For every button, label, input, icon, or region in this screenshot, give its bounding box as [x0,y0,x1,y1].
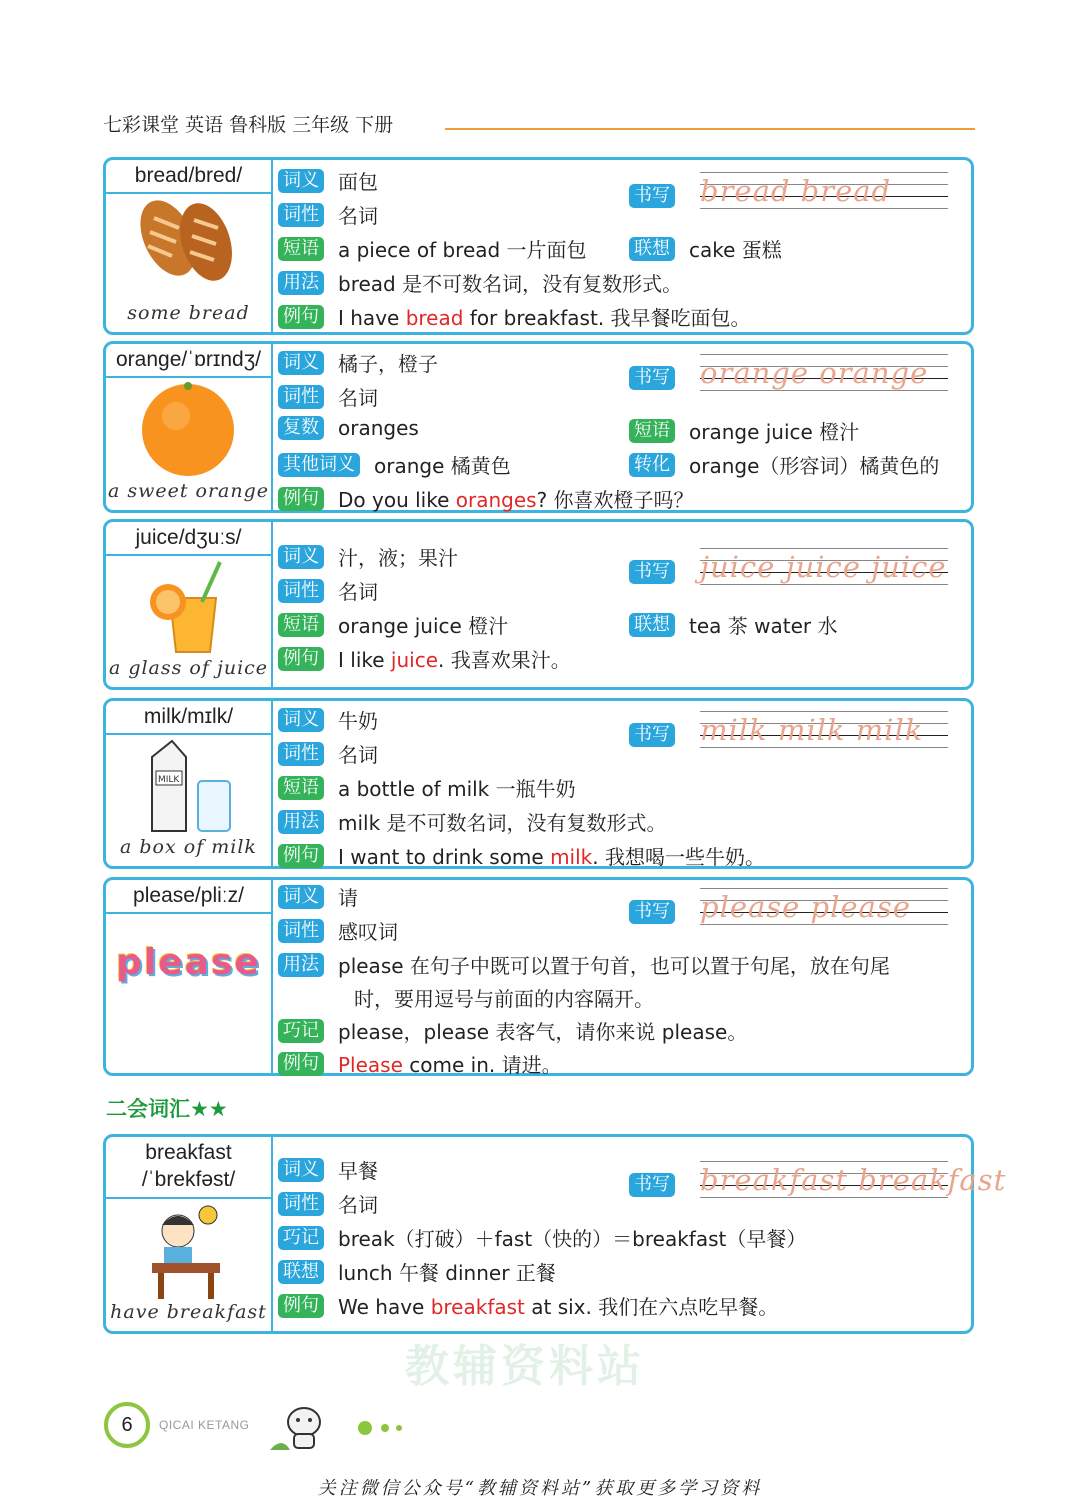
writing-sample: bread bread [700,174,892,208]
writing-lines [700,548,948,588]
please-art-image [106,942,271,983]
highlight-word: bread [405,306,464,330]
usage-text: please 在句子中既可以置于句首，也可以置于句尾，放在句尾 [338,954,890,978]
page-dots-icon [357,1418,407,1438]
word-card-breakfast [103,1134,1007,1334]
tag-example: 例句 [278,1294,324,1318]
page-header [103,110,975,134]
breakfast-image [106,1203,271,1301]
tag-example: 例句 [278,1052,324,1076]
writing-sample: breakfast breakfast [700,1163,1007,1197]
highlight-word: milk [550,845,593,869]
meaning-text: 请 [338,886,358,910]
usage-text: milk 是不可数名词，没有复数形式。 [338,811,667,835]
tag-pos: 词性 [278,385,324,409]
writing-lines [700,172,948,212]
conversion-text: orange（形容词）橘黄色的 [689,454,940,478]
page-number: 6 [104,1402,150,1448]
tag-pos: 词性 [278,203,324,227]
example-sentence: We have breakfast at six. 我们在六点吃早餐。 [338,1295,779,1319]
tag-meaning: 词义 [278,885,324,909]
tag-phrase: 短语 [278,237,324,261]
header-title: 七彩课堂 英语 鲁科版 三年级 下册 [103,114,394,136]
writing-lines [700,1161,1007,1201]
bread-image [106,198,271,283]
word-panel [106,160,273,332]
mascot-icon [268,1398,334,1454]
word-caption: some bread [127,302,250,324]
tag-write: 书写 [629,723,675,747]
tag-example: 例句 [278,487,324,511]
word-caption: a box of milk [120,836,257,858]
tag-write: 书写 [629,1173,675,1197]
example-sentence: I want to drink some milk. 我想喝一些牛奶。 [338,845,765,869]
watermark-text: 教辅资料站 [405,1341,645,1392]
tag-association: 联想 [629,613,675,637]
tag-mnemonic: 巧记 [278,1019,324,1043]
highlight-word: juice [390,648,438,672]
tag-meaning: 词义 [278,1158,324,1182]
usage-text-cont: 时，要用逗号与前面的内容隔开。 [354,987,654,1011]
writing-sample: please please [700,890,911,924]
tag-write: 书写 [629,560,675,584]
word-panel [106,522,273,687]
tag-meaning: 词义 [278,708,324,732]
word-card-juice [103,519,974,690]
word-panel [106,880,273,1073]
writing-lines [700,711,948,751]
word-panel [106,701,273,866]
word-caption: a sweet orange [107,480,270,502]
word-heading: please/pliːz/ [106,882,271,914]
tag-example: 例句 [278,647,324,671]
svg-text:MILK: MILK [158,775,180,785]
word-card-please [103,877,974,1076]
tag-association: 联想 [629,237,675,261]
word-heading: bread/bred/ [106,162,271,194]
word-card-bread [103,157,974,335]
juice-image [106,558,271,654]
word-panel [106,1137,273,1331]
highlight-word: Please [338,1053,403,1077]
tag-phrase: 短语 [278,776,324,800]
association-text: lunch 午餐 dinner 正餐 [338,1261,556,1285]
meaning-text: 橘子，橙子 [338,352,438,376]
association-text: cake 蛋糕 [689,238,782,262]
phrase-text: a piece of bread 一片面包 [338,238,587,262]
highlight-word: oranges [455,488,537,512]
pos-text: 名词 [338,204,378,228]
tag-write: 书写 [629,184,675,208]
pos-text: 名词 [338,1193,378,1217]
example-sentence: I have bread for breakfast. 我早餐吃面包。 [338,306,751,330]
tag-pos: 词性 [278,1192,324,1216]
word-card-milk [103,698,974,869]
highlight-word: breakfast [430,1295,525,1319]
association-text: tea 茶 water 水 [689,614,838,638]
word-card-orange [103,341,974,513]
tag-phrase: 短语 [629,419,675,443]
tag-other-meaning: 其他词义 [278,453,360,477]
please-art-text: please [116,942,261,983]
tag-usage: 用法 [278,271,324,295]
tag-example: 例句 [278,305,324,329]
writing-sample: juice juice juice [700,550,947,584]
example-sentence: Do you like oranges? 你喜欢橙子吗？ [338,488,694,512]
header-rule [445,128,975,130]
writing-lines [700,354,948,394]
milk-image [106,737,271,833]
tag-meaning: 词义 [278,169,324,193]
writing-sample: milk milk milk [700,713,924,747]
pos-text: 名词 [338,580,378,604]
word-heading: juice/dʒuːs/ [106,524,271,556]
usage-text: bread 是不可数名词，没有复数形式。 [338,272,683,296]
bottom-note: 关注微信公众号“教辅资料站”获取更多学习资料 [317,1478,763,1499]
tag-meaning: 词义 [278,351,324,375]
meaning-text: 早餐 [338,1159,378,1183]
word-caption: a glass of juice [108,657,269,679]
plural-text: oranges [338,416,419,440]
meaning-text: 面包 [338,170,378,194]
meaning-text: 汁，液；果汁 [338,546,458,570]
footer-brand: QICAI KETANG [159,1418,250,1432]
example-sentence: I like juice. 我喜欢果汁。 [338,648,571,672]
mnemonic-text: break（打破）＋fast（快的）＝breakfast（早餐） [338,1227,807,1251]
tag-conversion: 转化 [629,453,675,477]
phrase-text: a bottle of milk 一瓶牛奶 [338,777,576,801]
tag-write: 书写 [629,900,675,924]
pos-text: 名词 [338,743,378,767]
tag-pos: 词性 [278,919,324,943]
tag-meaning: 词义 [278,545,324,569]
tag-usage: 用法 [278,953,324,977]
writing-lines [700,888,948,928]
phrase-text: orange juice 橙汁 [338,614,509,638]
orange-image [106,378,271,476]
writing-sample: orange orange [700,356,929,390]
pos-text: 感叹词 [338,920,398,944]
meaning-text: 牛奶 [338,709,378,733]
word-heading: orange/ˈɒrɪndʒ/ [106,346,271,378]
word-panel [106,344,273,510]
example-sentence: Please come in. 请进。 [338,1053,562,1077]
word-caption: have breakfast [110,1301,267,1323]
word-heading: breakfast /ˈbrekfəst/ [106,1139,271,1199]
tag-plural: 复数 [278,416,324,440]
phrase-text: orange juice 橙汁 [689,420,860,444]
tag-pos: 词性 [278,579,324,603]
tag-usage: 用法 [278,810,324,834]
section-title-level2: 二会词汇★★ [106,1097,228,1121]
other-meaning-text: orange 橘黄色 [374,454,511,478]
tag-example: 例句 [278,844,324,868]
tag-mnemonic: 巧记 [278,1226,324,1250]
pos-text: 名词 [338,386,378,410]
tag-pos: 词性 [278,742,324,766]
tag-phrase: 短语 [278,613,324,637]
word-heading: milk/mɪlk/ [106,703,271,735]
mnemonic-text: please，please 表客气，请你来说 please。 [338,1020,748,1044]
tag-write: 书写 [629,366,675,390]
tag-association: 联想 [278,1260,324,1284]
